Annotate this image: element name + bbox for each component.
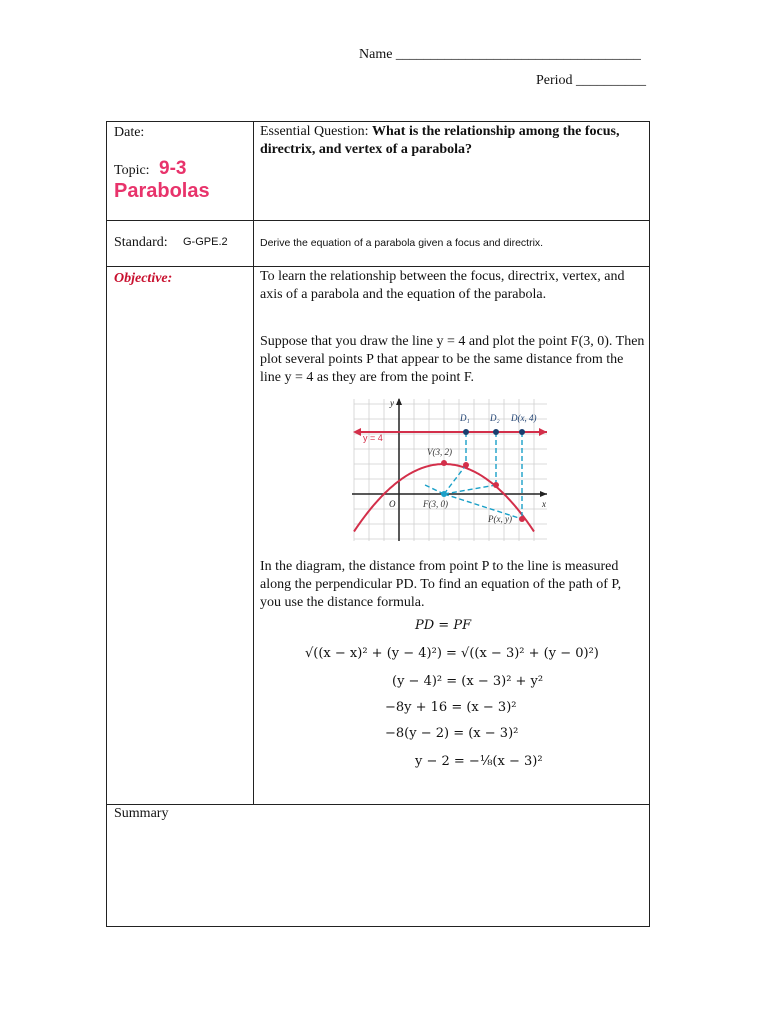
standard-description: Derive the equation of a parabola given a focus and directrix.	[260, 237, 544, 249]
essential-question-label: Essential Question:	[260, 124, 369, 139]
focus-label: F(3, 0)	[423, 499, 448, 509]
row-divider	[107, 804, 649, 805]
focus-point	[441, 491, 447, 497]
p1-point	[463, 462, 469, 468]
origin-label: O	[389, 499, 396, 509]
topic-label: Topic:	[114, 163, 150, 178]
d3-point	[519, 429, 525, 435]
objective-text: To learn the relationship between the focus, directrix, vertex, and axis of a parabola and the equation of the parabola.	[260, 269, 625, 302]
p-label: P(x, y)	[488, 514, 512, 524]
equation-line: √((x − x)² + (y − 4)²) = √((x − 3)² + (y − 0)²)	[305, 646, 599, 661]
p2-point	[493, 482, 499, 488]
y-axis-label: y	[390, 398, 394, 408]
equation-line: PD = PF	[415, 618, 472, 633]
diagram-explanation: In the diagram, the distance from point P to the line is measured along the perpendicular PD. To find an equation of the path of P, you use the distance formula.	[260, 559, 622, 610]
d3-label: D(x, 4)	[511, 413, 537, 423]
objective-label: Objective:	[114, 271, 173, 286]
d2-point	[493, 429, 499, 435]
standard-code: G-GPE.2	[183, 236, 228, 248]
equation-line: (y − 4)² = (x − 3)² + y²	[392, 674, 544, 689]
summary-label: Summary	[114, 806, 169, 821]
date-label: Date:	[114, 125, 145, 140]
equation-line: y − 2 = −⅛(x − 3)²	[415, 754, 543, 769]
p3-point	[519, 516, 525, 522]
x-axis-label: x	[542, 499, 546, 509]
row-divider	[107, 266, 649, 267]
topic-name: Parabolas	[114, 180, 210, 202]
vertex-point	[441, 460, 447, 466]
standard-label: Standard:	[114, 235, 168, 250]
essential-question-text: What is the relationship among the focus, directrix, and vertex of a parabola?	[260, 124, 620, 157]
equation-line: −8y + 16 = (x − 3)²	[385, 700, 517, 715]
parabola-diagram	[247, 277, 557, 547]
row-divider	[107, 220, 649, 221]
period-field-line: Period __________	[536, 73, 647, 88]
d2-label: D₂	[490, 413, 500, 423]
essential-question	[260, 123, 640, 159]
topic-number: 9-3	[159, 158, 187, 179]
directrix-label: y = 4	[363, 433, 383, 443]
d1-point	[463, 429, 469, 435]
name-field-line: Name ___________________________________	[359, 47, 641, 62]
equation-line: −8(y − 2) = (x − 3)²	[385, 726, 519, 741]
setup-paragraph: Suppose that you draw the line y = 4 and plot the point F(3, 0). Then plot several points P that appear to be the same distance from the line y = 4 as they are from the point F.	[260, 334, 645, 385]
d1-label: D₁	[460, 413, 470, 423]
vertex-label: V(3, 2)	[427, 447, 452, 457]
